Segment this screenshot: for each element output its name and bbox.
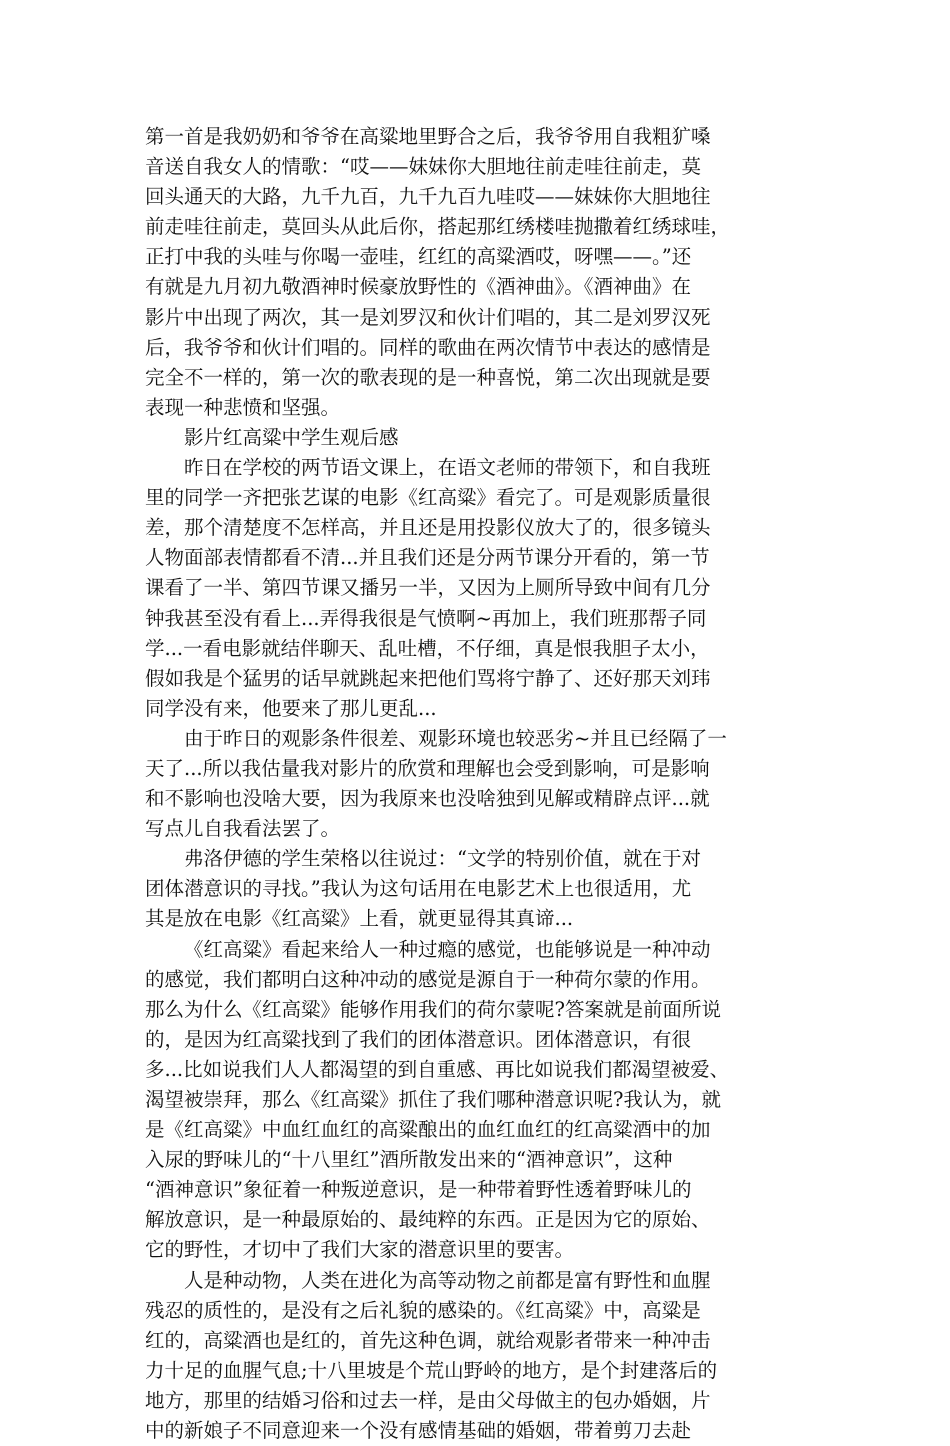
text-line: 同学没有来，他要来了那儿更乱... [145,696,437,720]
text-line: 天了...所以我估量我对影片的欣赏和理解也会受到影响，可是影响 [145,756,710,780]
text-line: 力十足的血腥气息;十八里坡是个荒山野岭的地方，是个封建落后的 [145,1358,718,1382]
text-line: 那么为什么《红高粱》能够作用我们的荷尔蒙呢?答案就是前面所说 [145,997,721,1021]
text-line: 《红高粱》看起来给人一种过瘾的感觉，也能够说是一种冲动 [184,937,711,961]
text-line: 假如我是个猛男的话早就跳起来把他们骂将宁静了、还好那天刘玮 [145,666,711,690]
text-line: 学...一看电影就结伴聊天、乱吐槽，不仔细，真是恨我胆子太小， [145,636,710,660]
text-line: 有就是九月初九敬酒神时候豪放野性的《酒神曲》。《酒神曲》在 [145,275,692,299]
text-line: 红的，高粱酒也是红的，首先这种色调，就给观影者带来一种冲击 [145,1328,711,1352]
text-line: 前走哇往前走，莫回头从此后你，搭起那红绣楼哇抛撒着红绣球哇， [145,215,731,239]
text-line: 解放意识，是一种最原始的、最纯粹的东西。正是因为它的原始、 [145,1208,711,1232]
text-line: 和不影响也没啥大要，因为我原来也没啥独到见解或精辟点评...就 [145,787,710,811]
text-line: 影片红高粱中学生观后感 [184,425,399,449]
text-line: “酒神意识”象征着一种叛逆意识，是一种带着野性透着野味儿的 [145,1178,692,1202]
text-line: 团体潜意识的寻找。”我认为这句话用在电影艺术上也很适用，尤 [145,877,692,901]
text-line: 地方，那里的结婚习俗和过去一样，是由父母做主的包办婚姻，片 [145,1388,711,1412]
text-line: 残忍的质性的，是没有之后礼貌的感染的。《红高粱》中，高粱是 [145,1298,701,1322]
text-line: 渴望被崇拜，那么《红高粱》抓住了我们哪种潜意识呢?我认为，就 [145,1088,721,1111]
text-line: 写点儿自我看法罢了。 [145,817,341,841]
text-line: 完全不一样的，第一次的歌表现的是一种喜悦，第二次出现就是要 [145,365,711,389]
text-line: 人物面部表情都看不清...并且我们还是分两节课分开看的，第一节 [145,546,710,570]
text-line: 的，是因为红高粱找到了我们的团体潜意识。团体潜意识，有很 [145,1027,692,1051]
text-line: 表现一种悲愤和坚强。 [145,395,341,419]
text-line: 是《红高粱》中血红血红的高粱酿出的血红血红的红高粱酒中的加 [145,1118,711,1142]
text-line: 后，我爷爷和伙计们唱的。同样的歌曲在两次情节中表达的感情是 [145,335,711,359]
text-line: 其是放在电影《红高粱》上看，就更显得其真谛... [145,907,574,931]
text-line: 人是种动物，人类在进化为高等动物之前都是富有野性和血腥 [184,1268,711,1292]
body-text [145,122,815,1446]
text-line: 由于昨日的观影条件很差、观影环境也较恶劣~并且已经隔了一 [184,726,727,750]
text-line: 钟我甚至没有看上...弄得我很是气愤啊~再加上，我们班那帮子同 [145,606,707,630]
text-line: 音送自我女人的情歌：“哎——妹妹你大胆地往前走哇往前走，莫 [145,155,701,179]
text-line: 影片中出现了两次，其一是刘罗汉和伙计们唱的，其二是刘罗汉死 [145,305,711,329]
text-line: 昨日在学校的两节语文课上，在语文老师的带领下，和自我班 [184,456,711,480]
text-line: 里的同学一齐把张艺谋的电影《红高粱》看完了。可是观影质量很 [145,486,711,510]
text-line: 的感觉，我们都明白这种冲动的感觉是源自于一种荷尔蒙的作用。 [145,967,711,991]
text-line: 中的新娘子不同意迎来一个没有感情基础的婚姻，带着剪刀去赴 [145,1419,692,1443]
text-line: 它的野性，才切中了我们大家的潜意识里的要害。 [145,1238,575,1262]
text-line: 弗洛伊德的学生荣格以往说过：“文学的特别价值，就在于对 [184,847,701,871]
text-line: 差，那个清楚度不怎样高，并且还是用投影仪放大了的，很多镜头 [145,516,711,540]
text-line: 多...比如说我们人人都渴望的到自重感、再比如说我们都渴望被爱、 [145,1057,730,1081]
text-line: 入尿的野味儿的“十八里红”酒所散发出来的“酒神意识”，这种 [145,1148,673,1172]
text-line: 回头通天的大路，九千九百，九千九百九哇哎——妹妹你大胆地往 [145,185,711,209]
text-line: 第一首是我奶奶和爷爷在高粱地里野合之后，我爷爷用自我粗犷嗓 [145,125,711,148]
text-line: 课看了一半、第四节课又播另一半，又因为上厕所导致中间有几分 [145,576,711,600]
text-line: 正打中我的头哇与你喝一壶哇，红红的高粱酒哎，呀嘿——。”还 [145,245,692,269]
